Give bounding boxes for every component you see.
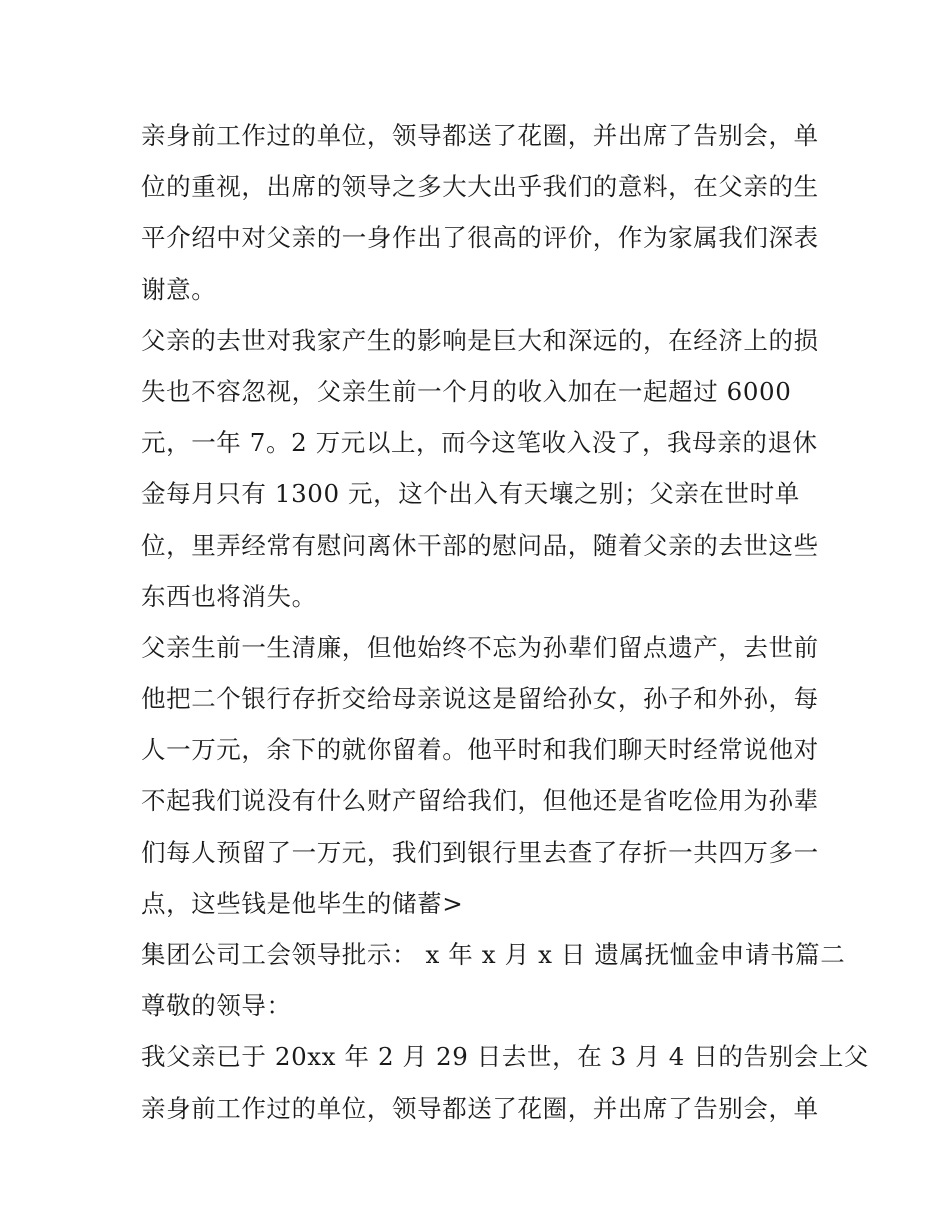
text-line: 位，里弄经常有慰问离休干部的慰问品，随着父亲的去世这些	[141, 530, 819, 560]
text-line: 人一万元，余下的就你留着。他平时和我们聊天时经常说他对	[141, 735, 819, 765]
text-line: 父亲的去世对我家产生的影响是巨大和深远的，在经济上的损	[141, 325, 819, 355]
text-line: 亲身前工作过的单位，领导都送了花圈，并出席了告别会，单	[141, 121, 819, 150]
text-line: 东西也将消失。	[141, 581, 317, 611]
text-line: 集团公司工会领导批示： x 年 x 月 x 日 遗属抚恤金申请书篇二	[141, 940, 846, 969]
text-line: 元，一年 7。2 万元以上，而今这笔收入没了，我母亲的退休	[141, 428, 818, 458]
text-line: 父亲生前一生清廉，但他始终不忘为孙辈们留点遗产，去世前	[141, 632, 819, 662]
text-line: 谢意。	[141, 274, 217, 304]
text-line: 点，这些钱是他毕生的储蓄>	[141, 888, 464, 918]
document-body	[141, 110, 870, 1134]
text-line: 平介绍中对父亲的一身作出了很高的评价，作为家属我们深表	[141, 223, 819, 253]
text-line: 他把二个银行存折交给母亲说这是留给孙女，孙子和外孙，每	[141, 684, 819, 714]
text-line: 失也不容忽视，父亲生前一个月的收入加在一起超过 6000	[141, 376, 792, 406]
text-line: 们每人预留了一万元，我们到银行里去查了存折一共四万多一	[141, 837, 819, 867]
text-line: 亲身前工作过的单位，领导都送了花圈，并出席了告别会，单	[141, 1093, 819, 1123]
text-line: 尊敬的领导：	[141, 991, 292, 1021]
text-line: 我父亲已于 20xx 年 2 月 29 日去世，在 3 月 4 日的告别会上父	[141, 1042, 870, 1072]
text-line: 位的重视，出席的领导之多大大出乎我们的意料，在父亲的生	[141, 172, 819, 202]
text-line: 不起我们说没有什么财产留给我们，但他还是省吃俭用为孙辈	[141, 786, 819, 816]
text-line: 金每月只有 1300 元，这个出入有天壤之别；父亲在世时单	[141, 479, 800, 509]
